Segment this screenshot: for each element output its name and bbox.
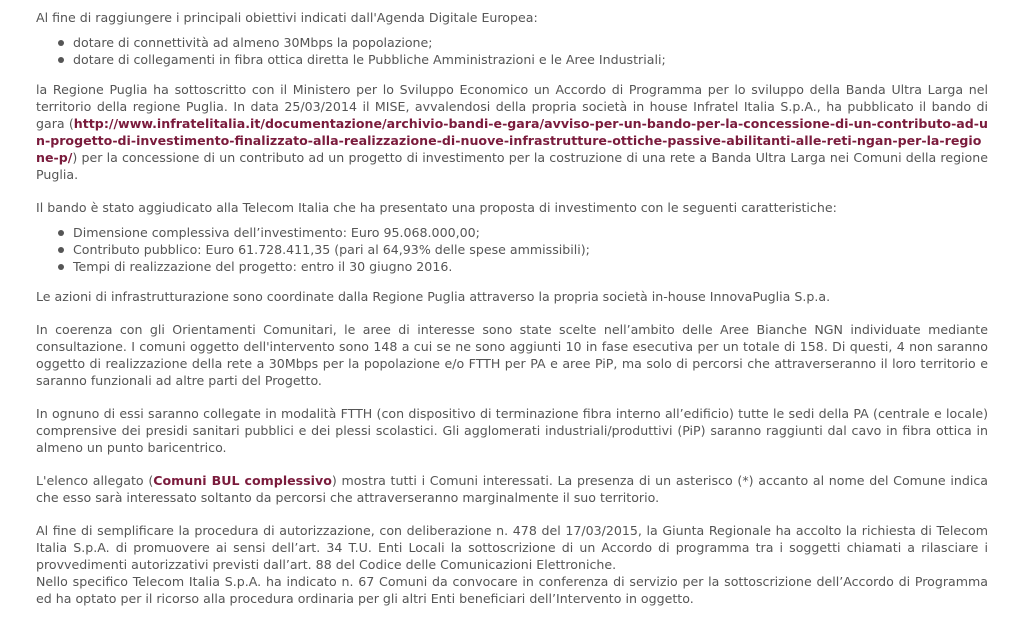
list-item: dotare di connettività ad almeno 30Mbps la popolazione; [73, 34, 988, 51]
text: ) per la concessione di un contributo ad un progetto di investimento per la costruzione di una rete a Banda Ultra Larga nei Comuni della regione Puglia. [36, 150, 988, 182]
list-item: Contributo pubblico: Euro 61.728.411,35 (pari al 64,93% delle spese ammissibili); [73, 241, 988, 258]
intro-paragraph: Al fine di raggiungere i principali obiettivi indicati dall'Agenda Digitale Europea: [36, 10, 538, 25]
list-item: dotare di collegamenti in fibra ottica diretta le Pubbliche Amministrazioni e le Aree Industriali; [73, 51, 988, 68]
text: ) mostra tutti i Comuni interessati. La presenza di un asterisco (*) accanto al nome del Comune indica che esso sarà interessato soltanto da percorsi che attraverseranno marginalmente il suo territorio. [36, 473, 988, 505]
article-body [36, 9, 988, 623]
list-item: Dimensione complessiva dell’investimento: Euro 95.068.000,00; [73, 224, 988, 241]
goals-list [36, 34, 988, 68]
tender-link[interactable]: http://www.infratelitalia.it/documentazione/archivio-bandi-e-gara/avviso-per-un-bando-per-la-concessione-di-un-contributo-ad-un-progetto-di-investimento-finalizzato-alla-realizzazione-di-nuove-infrastrutture-ottiche-passive-abilitanti-alle-reti-ngan-per-la-regione-p/ [36, 116, 988, 165]
comuni-bul-link[interactable]: Comuni BUL complessivo [153, 473, 332, 488]
authorization-paragraph: Al fine di semplificare la procedura di autorizzazione, con deliberazione n. 478 del 17/03/2015, la Giunta Regionale ha accolto la richiesta di Telecom Italia S.p.A. di promuovere ai sensi dell’art. 34 T.U. Enti Locali la sottoscrizione di un Accordo di programma tra i soggetti chiamati a rilasciare i provvedimenti autorizzativi previsti dall’art. 88 del Codice delle Comunicazioni Elettroniche. [36, 523, 988, 572]
text: L'elenco allegato ( [36, 473, 154, 488]
text: la Regione Puglia ha sottoscritto con il Ministero per lo Sviluppo Economico un Accordo di Programma per lo sviluppo della Banda Ultra Larga nel territorio della regione Puglia. In data 25/03/2014 il MISE, avvalendosi della propria società in house Infratel Italia S.p.A., ha pubblicato il bando di gara ( [36, 82, 988, 131]
agreement-paragraph [36, 81, 988, 183]
list-item: Tempi di realizzazione del progetto: entro il 30 giugno 2016. [73, 258, 988, 275]
features-list [36, 224, 988, 275]
award-paragraph: Il bando è stato aggiudicato alla Telecom Italia che ha presentato una proposta di investimento con le seguenti caratteristiche: [36, 200, 837, 215]
conference-paragraph: Nello specifico Telecom Italia S.p.A. ha indicato n. 67 Comuni da convocare in conferenza di servizio per la sottoscrizione dell’Accordo di Programma ed ha optato per il ricorso alla procedura ordinaria per gli altri Enti beneficiari dell’Intervento in oggetto. [36, 574, 988, 606]
coordination-paragraph: Le azioni di infrastrutturazione sono coordinate dalla Regione Puglia attraverso la propria società in-house InnovaPuglia S.p.a. [36, 289, 831, 304]
ftth-paragraph: In ognuno di essi saranno collegate in modalità FTTH (con dispositivo di terminazione fibra interno all’edificio) tutte le sedi della PA (centrale e locale) comprensive dei presidi sanitari pubblici e dei plessi scolastici. Gli agglomerati industriali/produttivi (PiP) saranno raggiunti dal cavo in fibra ottica in almeno un punto baricentrico. [36, 406, 988, 455]
municipalities-paragraph [36, 472, 988, 506]
areas-paragraph: In coerenza con gli Orientamenti Comunitari, le aree di interesse sono state scelte nell’ambito delle Aree Bianche NGN individuate mediante consultazione. I comuni oggetto dell'intervento sono 148 a cui se ne sono aggiunti 10 in fase esecutiva per un totale di 158. Di questi, 4 non saranno oggetto di realizzazione della rete a 30Mbps per la popolazione e/o FTTH per PA e aree PiP, ma solo di percorsi che attraverseranno il loro territorio e saranno funzionali ad altre parti del Progetto. [36, 322, 988, 388]
